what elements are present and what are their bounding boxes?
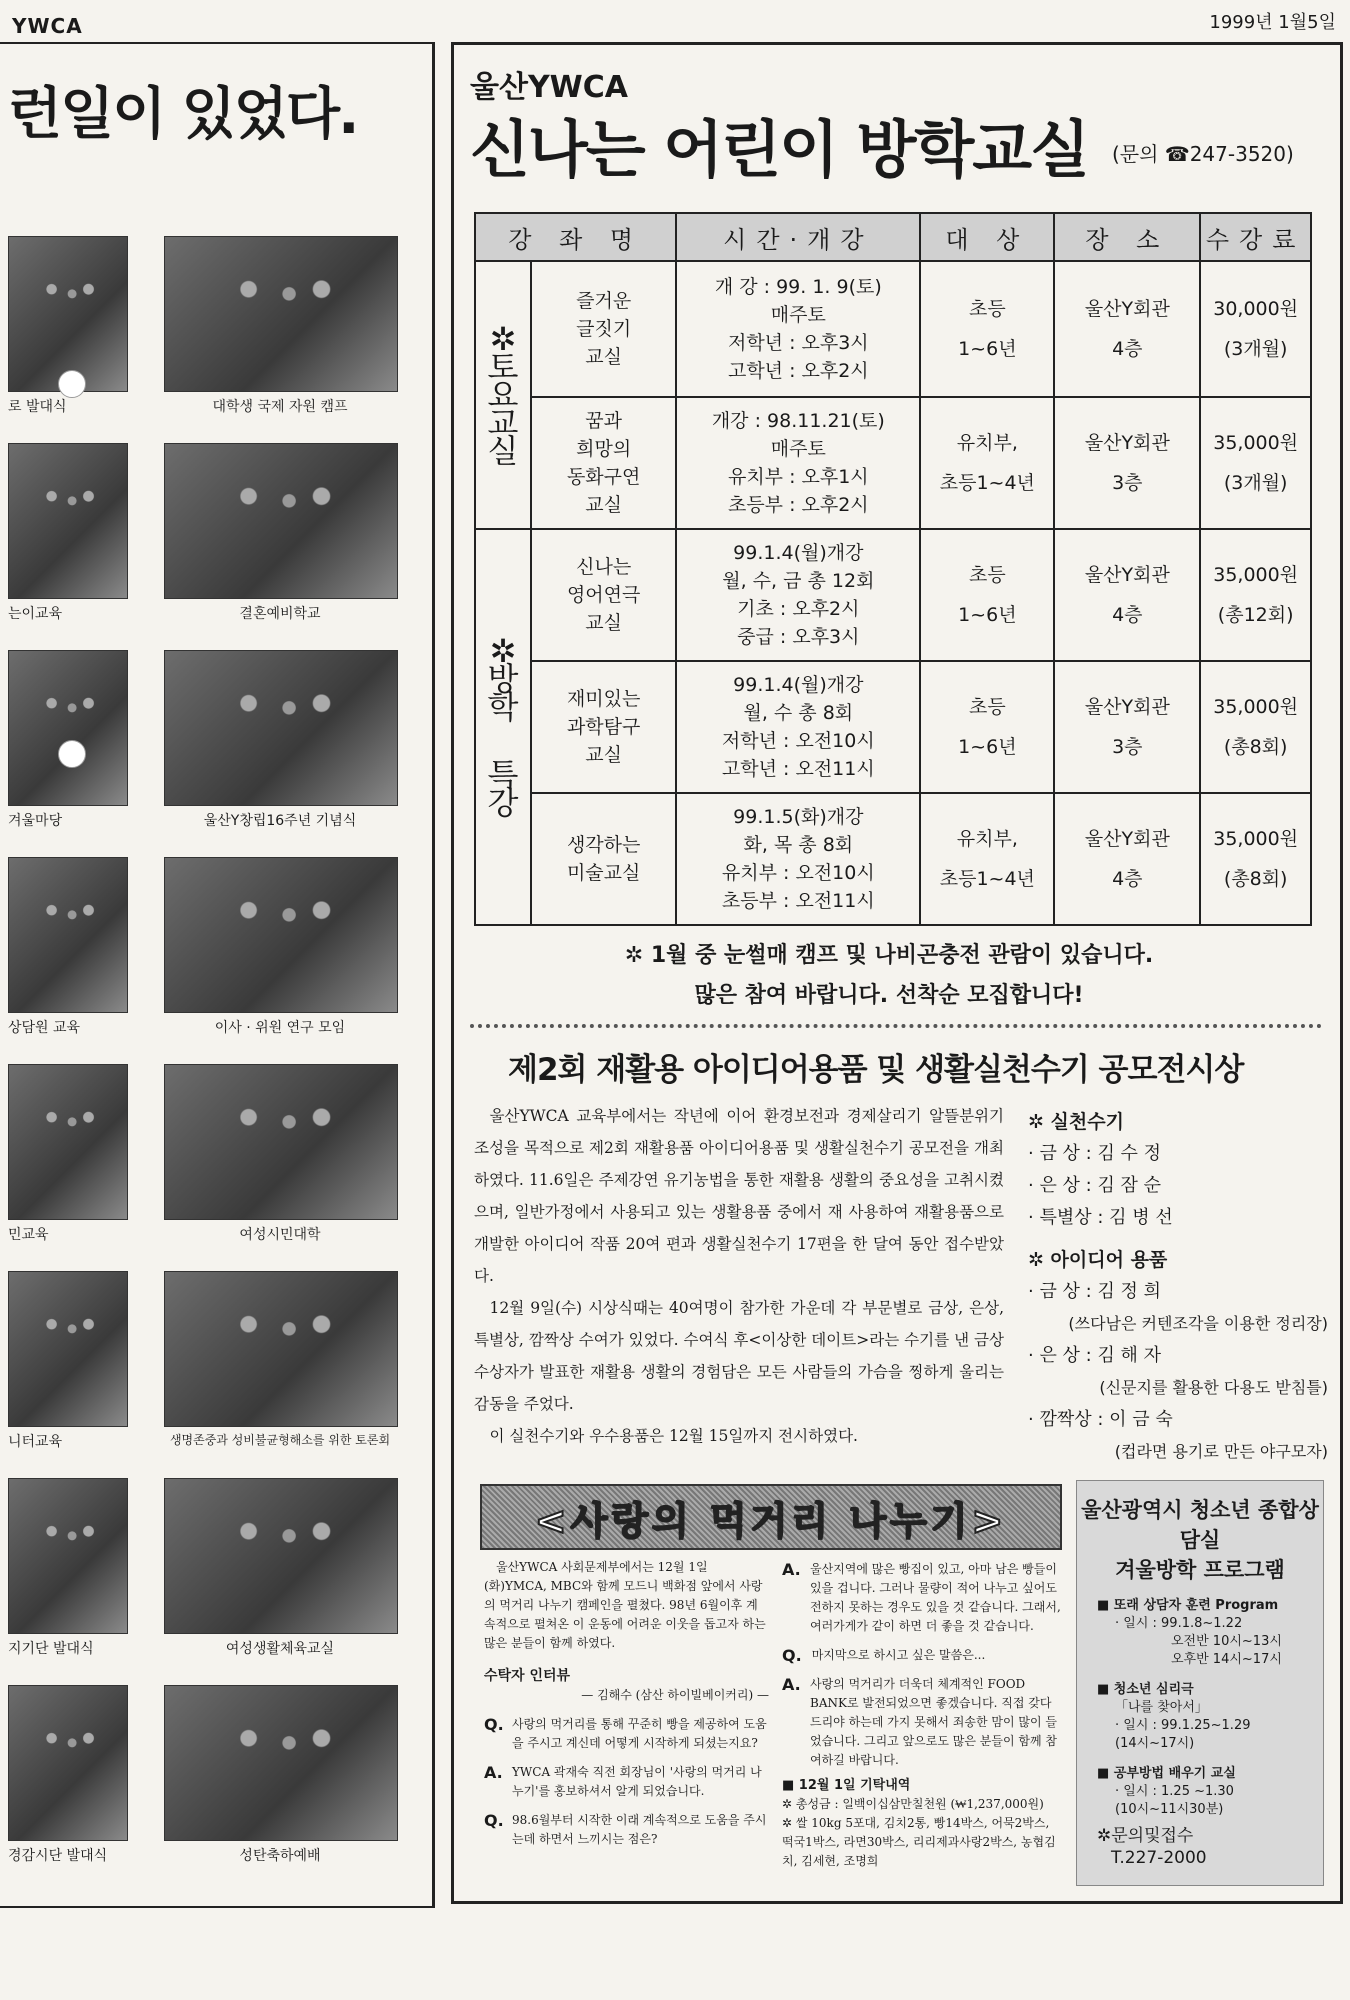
qa-text: 울산지역에 많은 빵집이 있고, 아마 남은 빵들이 있을 겁니다. 그러나 물량이 적어 나누고 싶어도 전하지 못하는 경우도 있을 것 같습니다. 그래서, 여러가게가 같이 하면 더 좋을 것 같습니다. — [810, 1562, 1061, 1633]
qa-key: Q. — [484, 1811, 504, 1830]
col-target: 대 상 — [920, 213, 1054, 261]
group-label-char: ✲ — [489, 320, 517, 358]
cell-line: 매주토 — [770, 438, 826, 460]
photo — [164, 1271, 398, 1427]
sidebox-item-name: ■ 청소년 심리극 — [1097, 1682, 1194, 1697]
interview-title: 수탁자 인터뷰 — [484, 1668, 571, 1684]
contest-title: 제2회 재활용 아이디어용품 및 생활실천수기 공모전시상 — [508, 1052, 1244, 1088]
cell-time — [676, 261, 920, 397]
cell-time — [676, 793, 920, 925]
punch-hole — [58, 740, 86, 768]
contest-paragraph: 울산YWCA 교육부에서는 작년에 이어 환경보전과 경제살리기 알뜰분위기 조성을 목적으로 제2회 재활용품 아이디어용품 및 생활실천수기 공모전을 개최하였다. 11.6일은 주제강연 유기농법을 통한 재활용 생활의 중요성을 고취시켰으며, 일반가정에서 사용되고 있는 생활용품 중에서 재 사용하여 재활용품으로 개발한 아이디어 작품 20여 편과 생활실천수기 17편을 한 달여 동안 접수받았다. — [474, 1107, 1004, 1285]
qa-key: A. — [782, 1560, 801, 1579]
photo-caption: 생명존중과 성비불균형해소를 위한 토론회 — [169, 1433, 391, 1447]
sidebox-item — [1097, 1765, 1323, 1819]
col-fee: 수강료 — [1200, 213, 1311, 261]
photo — [164, 1685, 398, 1841]
cell-line: 월, 수, 금 총 12회 — [722, 570, 875, 592]
cell-line: 초등 — [968, 564, 1006, 586]
qa-text: 마지막으로 하시고 싶은 말씀은... — [811, 1648, 986, 1662]
photo — [164, 236, 398, 392]
cell-line: 울산Y회관 — [1084, 828, 1170, 850]
cell-line: 35,000원 — [1213, 432, 1299, 454]
col-course: 강 좌 명 — [475, 213, 676, 261]
cell-line: 1~6년 — [958, 736, 1017, 758]
table-row — [475, 529, 1311, 661]
contest-paragraph: 이 실천수기와 우수용품은 12월 15일까지 전시하였다. — [489, 1427, 858, 1445]
photo — [8, 1478, 128, 1634]
share-intro: 울산YWCA 사회문제부에서는 12월 1일(화)YMCA, MBC와 함께 모드니 백화점 앞에서 사랑의 먹거리 나누기 캠페인을 펼쳤다. 98년 6월이후 계속적으로 펼쳐온 이 운동에 어려운 이웃을 돕고자 하는 많은 분들이 함께 하였다. — [484, 1560, 766, 1650]
group-label-char: 특 — [487, 756, 519, 794]
cell-line: 교실 — [585, 744, 623, 766]
cell-line: 4층 — [1112, 604, 1143, 626]
qa-item — [484, 1715, 769, 1753]
sidebox-item-detail: 오전반 10시~13시 — [1171, 1634, 1282, 1649]
photo — [164, 443, 398, 599]
photo — [8, 650, 128, 806]
winner-desc: (컵라면 용기로 만든 야구모자) — [1114, 1442, 1328, 1461]
winner-line: · 특별상 : 김 병 선 — [1028, 1207, 1173, 1228]
photo-caption: 이사 · 위원 연구 모임 — [214, 1020, 346, 1036]
donation-line: ✲ 쌀 10kg 5포대, 김치2통, 빵14박스, 어묵2박스, 떡국1박스, 라면30박스, 리리제과사랑2박스, 농협김치, 김세현, 조명희 — [782, 1816, 1056, 1868]
sidebox-item-name: ■ 공부방법 배우기 교실 — [1097, 1766, 1236, 1781]
cell-line: 30,000원 — [1213, 298, 1299, 320]
cell-line: 초등1~4년 — [939, 868, 1035, 890]
cell-line: 유치부 : 오후1시 — [727, 466, 869, 488]
photo-caption: 상담원 교육 — [8, 1020, 81, 1036]
cell-line: 고학년 : 오후2시 — [727, 360, 869, 382]
cell-line: 화, 목 총 8회 — [743, 834, 854, 856]
cell-line: 99.1.4(월)개강 — [733, 542, 864, 564]
interviewee: — 김해수 (삼산 하이빌베이커리) — — [581, 1688, 769, 1702]
cell-time — [676, 661, 920, 793]
youth-counseling-box — [1076, 1480, 1324, 1886]
cell-line: 개 강 : 99. 1. 9(토) — [714, 276, 882, 298]
cell-line: (3개월) — [1223, 472, 1288, 494]
col-place: 장 소 — [1054, 213, 1200, 261]
cell-line: 초등1~4년 — [939, 472, 1035, 494]
sidebox-item-detail: · 일시 : 1.25 ~1.30 — [1115, 1784, 1234, 1799]
table-row — [475, 397, 1311, 529]
cell-line: 유치부 : 오전10시 — [721, 862, 875, 884]
contest-paragraph: 12월 9일(수) 시상식때는 40여명이 참가한 가운데 각 부문별로 금상, 은상, 특별상, 깜짝상 수여가 있었다. 수여식 후<이상한 데이트>라는 수기를 낸 금상수상자가 발표한 재활용 생활의 경험담은 모든 사람들의 가슴을 찡하게 울리는 감동을 주었다. — [474, 1299, 1004, 1413]
cell-line: 저학년 : 오전10시 — [721, 730, 875, 752]
cell-line: 즐거운 — [576, 290, 632, 312]
cell-line: 매주토 — [770, 304, 826, 326]
cell-line: 35,000원 — [1213, 828, 1299, 850]
program-title: 신나는 어린이 방학교실 — [470, 113, 1089, 186]
photo-caption: 여성생활체육교실 — [225, 1641, 335, 1657]
photo-caption: 대학생 국제 자원 캠프 — [212, 399, 348, 415]
cell-line: 유치부, — [956, 828, 1018, 850]
cell-line: 중급 : 오후3시 — [737, 626, 860, 648]
sidebox-item-detail: 오후반 14시~17시 — [1171, 1652, 1282, 1667]
org-header: YWCA — [12, 14, 83, 38]
cell-line: 1~6년 — [958, 338, 1017, 360]
program-note-2: 많은 참여 바랍니다. 선착순 모집합니다! — [694, 983, 1084, 1008]
punch-hole — [58, 370, 86, 398]
qa-text: 98.6월부터 시작한 이래 계속적으로 도움을 주시는데 하면서 느끼시는 점은? — [512, 1813, 767, 1846]
col-time: 시간·개강 — [676, 213, 920, 261]
photo-caption: 여성시민대학 — [239, 1227, 321, 1243]
photo — [8, 1685, 128, 1841]
cell-place — [1054, 529, 1200, 661]
cell-course-name — [531, 529, 676, 661]
cell-time — [676, 529, 920, 661]
cell-line: 과학탐구 — [566, 716, 641, 738]
qa-key: A. — [782, 1675, 801, 1694]
cell-target — [920, 661, 1054, 793]
group-label-char: 토 — [487, 348, 519, 386]
qa-item — [782, 1675, 1062, 1770]
photo — [8, 1064, 128, 1220]
winner-line: · 은 상 : 김 해 자 — [1028, 1345, 1162, 1366]
photo-caption: 결혼예비학교 — [239, 606, 321, 622]
donation-line: ✲ 총성금 : 일백이십삼만칠천원 (₩1,237,000원) — [782, 1797, 1044, 1811]
cell-place — [1054, 793, 1200, 925]
cell-fee — [1200, 261, 1311, 397]
group-label — [475, 261, 531, 529]
cell-line: 고학년 : 오전11시 — [721, 758, 875, 780]
table-row — [475, 793, 1311, 925]
winner-line: · 금 상 : 김 수 정 — [1028, 1143, 1162, 1164]
program-inquiry: (문의 ☎247-3520) — [1112, 142, 1294, 166]
sidebox-item-detail: · 일시 : 99.1.8~1.22 — [1115, 1616, 1243, 1631]
photo-caption: 로 발대식 — [8, 399, 67, 415]
cell-line: 울산Y회관 — [1084, 298, 1170, 320]
sidebox-item-detail: (14시~17시) — [1115, 1736, 1195, 1751]
sidebox-items — [1077, 1597, 1323, 1819]
winner-desc: (신문지를 활용한 다용도 받침틀) — [1099, 1378, 1328, 1397]
photo-caption: 민교육 — [8, 1227, 49, 1243]
sidebox-item-name: ■ 또래 상담자 훈련 Program — [1097, 1598, 1279, 1613]
cell-line: 99.1.4(월)개강 — [733, 674, 864, 696]
sidebox-item-detail: (10시~11시30분) — [1115, 1802, 1224, 1817]
qa-text: 사랑의 먹거리가 더욱더 체계적인 FOOD BANK로 발전되었으면 좋겠습니다. 직접 갖다 드리야 하는데 가지 못해서 죄송한 맘이 많이 들었습니다. 그리고 앞으로도 많은 분들이 함께 참여하길 바랍니다. — [810, 1677, 1057, 1767]
group-label-char: ✲ — [489, 632, 517, 670]
photo-caption: 는이교육 — [8, 606, 63, 622]
photo-caption: 울산Y창립16주년 기념식 — [203, 813, 357, 829]
share-right-column — [782, 1560, 1062, 1871]
section-divider — [470, 1024, 1322, 1028]
photo — [164, 857, 398, 1013]
cell-line: (3개월) — [1223, 338, 1288, 360]
cell-course-name — [531, 261, 676, 397]
cell-place — [1054, 397, 1200, 529]
cell-line: 초등 — [968, 696, 1006, 718]
cell-line: 3층 — [1112, 472, 1143, 494]
group-label — [475, 529, 531, 925]
cell-line: 교실 — [585, 494, 623, 516]
qa-key: Q. — [782, 1646, 802, 1665]
qa-item — [782, 1560, 1062, 1636]
cell-place — [1054, 661, 1200, 793]
sidebox-title — [1077, 1495, 1323, 1585]
cell-line: 울산Y회관 — [1084, 564, 1170, 586]
winners-practice-title: ✲ 실천수기 — [1028, 1111, 1124, 1133]
cell-line: 4층 — [1112, 868, 1143, 890]
cell-line: 교실 — [585, 612, 623, 634]
cell-line: 초등부 : 오전11시 — [721, 890, 875, 912]
winner-line: · 금 상 : 김 정 희 — [1028, 1281, 1162, 1302]
cell-line: (총8회) — [1223, 868, 1288, 890]
cell-course-name — [531, 397, 676, 529]
cell-line: 초등부 : 오후2시 — [727, 494, 869, 516]
share-left-column — [484, 1558, 769, 1849]
cell-line: (총8회) — [1223, 736, 1288, 758]
photo — [8, 857, 128, 1013]
sidebox-item-detail: 「나를 찾아서」 — [1115, 1700, 1208, 1715]
cell-fee — [1200, 793, 1311, 925]
sidebox-item — [1097, 1681, 1323, 1753]
share-banner-text: <사랑의 먹거리 나누기> — [534, 1498, 1008, 1543]
cell-line: 초등 — [968, 298, 1006, 320]
qa-text: 사랑의 먹거리를 통해 꾸준히 빵을 제공하여 도움을 주시고 계신데 어떻게 시작하게 되셨는지요? — [512, 1717, 767, 1750]
table-body — [475, 261, 1311, 925]
qa-key: Q. — [484, 1715, 504, 1734]
photo-caption: 지기단 발대식 — [8, 1641, 94, 1657]
program-kicker: 울산YWCA — [470, 70, 629, 105]
sidebox-title-line: 울산광역시 청소년 종합상담실 — [1081, 1498, 1319, 1552]
cell-line: (총12회) — [1217, 604, 1294, 626]
photo-caption: 경감시단 발대식 — [8, 1848, 108, 1864]
photo-caption: 니터교육 — [8, 1434, 63, 1450]
share-banner — [480, 1484, 1062, 1550]
cell-fee — [1200, 397, 1311, 529]
sidebox-item-detail: · 일시 : 99.1.25~1.29 — [1115, 1718, 1251, 1733]
cell-line: 35,000원 — [1213, 564, 1299, 586]
cell-line: 3층 — [1112, 736, 1143, 758]
qa-key: A. — [484, 1763, 503, 1782]
photo — [164, 1478, 398, 1634]
program-schedule-table — [474, 212, 1312, 926]
cell-fee — [1200, 661, 1311, 793]
table-row — [475, 661, 1311, 793]
cell-line: 재미있는 — [566, 688, 641, 710]
cell-line: 희망의 — [576, 438, 632, 460]
cell-target — [920, 261, 1054, 397]
cell-course-name — [531, 661, 676, 793]
photo — [8, 443, 128, 599]
cell-line: 꿈과 — [585, 410, 623, 432]
cell-line: 신나는 — [576, 556, 632, 578]
cell-line: 개강 : 98.11.21(토) — [711, 410, 885, 432]
cell-line: 저학년 : 오후3시 — [727, 332, 869, 354]
cell-line: 교실 — [585, 346, 623, 368]
program-note-1: ✲ 1월 중 눈썰매 캠프 및 나비곤충전 관람이 있습니다. — [624, 943, 1154, 968]
table-header-row — [475, 213, 1311, 261]
cell-target — [920, 529, 1054, 661]
cell-line: 미술교실 — [566, 862, 641, 884]
qa-text: YWCA 곽재숙 직전 회장님이 '사랑의 먹거리 나누기'를 홍보하셔서 알게 되었습니다. — [512, 1765, 762, 1798]
cell-target — [920, 793, 1054, 925]
winner-line: · 은 상 : 김 잠 순 — [1028, 1175, 1162, 1196]
group-label-char: 방 — [487, 660, 519, 698]
qa-item — [782, 1646, 1062, 1665]
cell-line: 기초 : 오후2시 — [737, 598, 860, 620]
cell-line: 생각하는 — [566, 834, 641, 856]
winner-desc: (쓰다남은 커텐조각을 이용한 정리장) — [1068, 1314, 1328, 1333]
qa-item — [484, 1763, 769, 1801]
cell-line: 월, 수 총 8회 — [743, 702, 854, 724]
group-label-char: 교 — [487, 404, 519, 442]
group-label-char: 요 — [487, 376, 519, 414]
contact-label: ✲문의및접수 — [1097, 1826, 1194, 1846]
group-label-char: 강 — [487, 784, 519, 822]
cell-line: 동화구연 — [566, 466, 641, 488]
qa-item — [484, 1811, 769, 1849]
sidebox-contact — [1097, 1825, 1207, 1869]
winners-idea-title: ✲ 아이디어 용품 — [1028, 1249, 1168, 1271]
cell-line: 영어연극 — [566, 584, 641, 606]
table-row — [475, 261, 1311, 397]
cell-line: 울산Y회관 — [1084, 432, 1170, 454]
cell-place — [1054, 261, 1200, 397]
contest-body — [474, 1100, 1004, 1452]
photo — [8, 236, 128, 392]
cell-line: 35,000원 — [1213, 696, 1299, 718]
cell-line: 4층 — [1112, 338, 1143, 360]
left-headline: 런일이 있었다. — [8, 82, 358, 147]
cell-target — [920, 397, 1054, 529]
cell-line: 울산Y회관 — [1084, 696, 1170, 718]
cell-course-name — [531, 793, 676, 925]
cell-line: 1~6년 — [958, 604, 1017, 626]
sidebox-title-line: 겨울방학 프로그램 — [1115, 1558, 1285, 1582]
photo — [8, 1271, 128, 1427]
contact-phone: T.227-2000 — [1111, 1848, 1207, 1868]
winner-line: · 깜짝상 : 이 금 숙 — [1028, 1409, 1173, 1430]
photo — [164, 1064, 398, 1220]
group-label-char: 학 — [487, 688, 519, 726]
group-label-char: 실 — [487, 432, 519, 470]
cell-time — [676, 397, 920, 529]
photo-caption: 성탄축하예배 — [239, 1848, 321, 1864]
cell-fee — [1200, 529, 1311, 661]
photo-caption: 겨울마당 — [8, 813, 63, 829]
donation-title: ■ 12월 1일 기탁내역 — [782, 1778, 911, 1793]
cell-line: 99.1.5(화)개강 — [733, 806, 864, 828]
cell-line: 글짓기 — [576, 318, 632, 340]
photo — [164, 650, 398, 806]
issue-date: 1999년 1월5일 — [1209, 12, 1336, 33]
contest-winners — [1028, 1106, 1328, 1468]
sidebox-item — [1097, 1597, 1323, 1669]
cell-line: 유치부, — [956, 432, 1018, 454]
